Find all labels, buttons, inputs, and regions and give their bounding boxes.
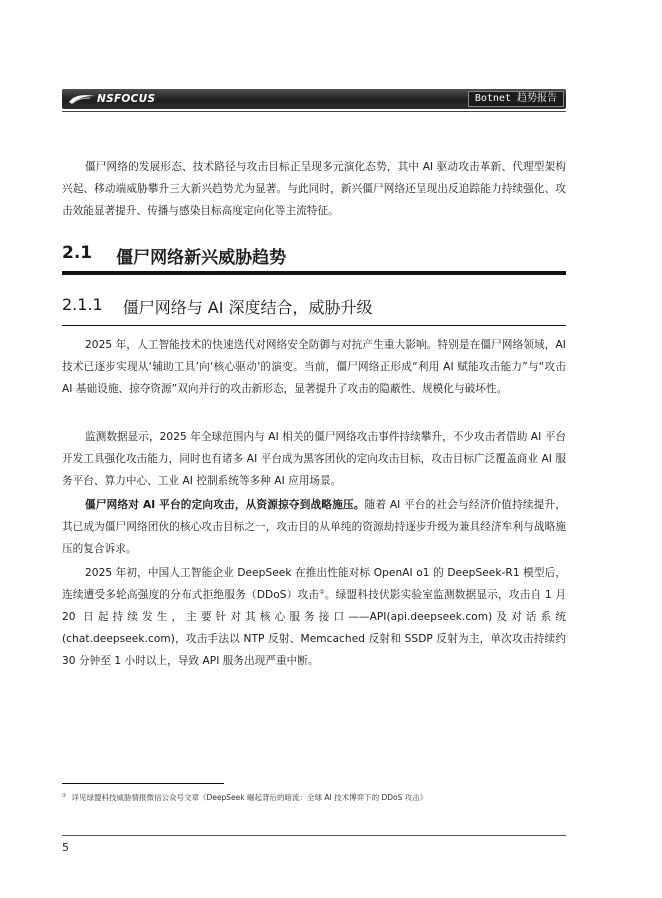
footnote-divider [62,783,224,784]
body-paragraph [62,562,566,672]
paragraph-text: 2025 年初，中国人工智能企业 DeepSeek 在推出性能对标 OpenAI o1 的 DeepSeek-R1 模型后，连续遭受多轮高强度的分布式拒绝服务（DDoS）攻击 [62,567,566,601]
subsection-title: 僵尸网络与 AI 深度结合，威胁升级 [122,298,373,317]
swoosh-icon [68,93,96,105]
body-paragraph [62,494,566,560]
footnote-reference[interactable]: ① [319,588,325,596]
paragraph-text: 。绿盟科技伏影实验室监测数据显示，攻击自 1 月 20 日起持续发生，主要针对其核心服务接口——API(api.deepseek.com)及对话系统(chat.deepseek.com)，攻击手法以 NTP 反射、Memcached 反射和 SSDP 反射为主，单次攻击持续约 30 分钟至 1 小时以上，导致 API 服务出现严重中断。 [62,589,566,667]
section-divider [62,271,566,275]
emphasis-text: 僵尸网络对 AI 平台的定向攻击，从资源掠夺到战略施压。 [85,499,365,511]
footer-divider [62,835,566,836]
subsection-number: 2.1.1 [62,295,103,314]
body-paragraph: 2025 年，人工智能技术的快速迭代对网络安全防御与对抗产生重大影响。特别是在僵尸网络领域，AI 技术已逐步实现从‘辅助工具’向‘核心驱动’的演变。当前，僵尸网络正形成“利用 AI 赋能攻击能力”与“攻击 AI 基础设施、掠夺资源”双向并行的攻击新形态，显著提升了攻击的隐蔽性、规模化与破坏性。 [62,339,566,395]
section-heading [62,243,286,268]
page-header [62,89,566,109]
nsfocus-logo [68,91,155,107]
subsection-divider [62,325,566,326]
intro-paragraph: 僵尸网络的发展形态、技术路径与攻击目标正呈现多元演化态势，其中 AI 驱动攻击革新、代理型架构兴起、移动端威胁攀升三大新兴趋势尤为显著。与此同时，新兴僵尸网络还呈现出反追踪能力持续强化、攻击效能显著提升、传播与感染目标高度定向化等主流特征。 [62,161,566,217]
footnote-marker: ① [62,792,67,799]
subsection-heading [62,295,373,318]
section-number: 2.1 [62,243,93,263]
logo-text: NSFOCUS [97,93,156,105]
paragraph-text: 随着 AI 平台的社会与经济价值持续提升，其已成为僵尸网络团伙的核心攻击目标之一，攻击目的从单纯的资源劫持逐步升级为兼具经济牟利与战略施压的复合诉求。 [62,499,567,555]
section-title: 僵尸网络新兴威胁趋势 [116,248,287,268]
report-label: Botnet 趋势报告 [468,91,564,107]
body-paragraph: 监测数据显示，2025 年全球范围内与 AI 相关的僵尸网络攻击事件持续攀升，不少攻击者借助 AI 平台开发工具强化攻击能力，同时也有诸多 AI 平台成为黑客团伙的定向攻击目标，攻击目标广泛覆盖商业 AI 服务平台、算力中心、工业 AI 控制系统等多种 AI 应用场景。 [62,431,566,487]
footnote-text: 详见绿盟科技威胁情报微信公众号文章《DeepSeek 崛起背后的暗流：全球 AI 技术博弈下的 DDoS 攻击》 [71,793,428,802]
footnote [62,792,427,803]
header-divider [62,111,566,112]
page-number: 5 [62,841,69,854]
